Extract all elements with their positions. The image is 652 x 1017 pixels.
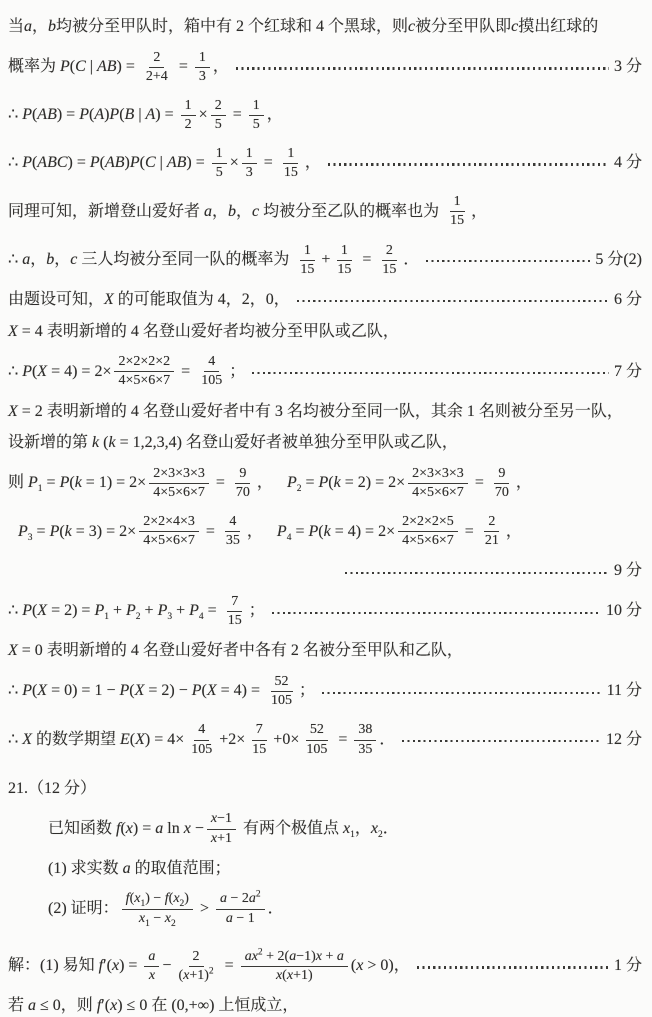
- fraction-numerator: 4: [225, 514, 240, 532]
- math-run: (0,+∞): [171, 996, 215, 1014]
- math-run: +2×: [219, 730, 246, 748]
- text-run: 由题设可知，: [8, 290, 105, 308]
- text-run: 则: [8, 474, 29, 492]
- fraction-numerator: 1: [242, 146, 257, 164]
- q21-part2-content: [48, 889, 284, 929]
- fraction: [354, 722, 376, 757]
- fraction: [149, 466, 209, 501]
- fraction: [174, 949, 217, 984]
- math-run: a: [122, 859, 131, 877]
- fraction: [114, 354, 174, 389]
- math-run: =: [177, 362, 195, 380]
- fraction-denominator: 35: [225, 533, 240, 549]
- fraction-denominator: 3: [198, 68, 206, 84]
- math-run: =: [334, 730, 352, 748]
- text-run: ，: [32, 18, 49, 35]
- fraction-numerator: 7: [227, 594, 242, 612]
- fraction-numerator: $a - 2a^2$: [216, 891, 265, 909]
- math-run: $P_4 = P(k = 4) = 2\times$: [276, 522, 396, 543]
- math-run: ∴ P(ABC) = P(AB)P(C | AB) =: [8, 154, 209, 172]
- fraction-denominator: 5: [214, 117, 222, 133]
- x2-meaning-content: [8, 403, 623, 420]
- fraction: [224, 594, 246, 629]
- solution-text-body: [8, 17, 642, 1017]
- prob-ab-content: [8, 97, 283, 133]
- fraction-denominator: 15: [252, 741, 267, 757]
- q21-part1: [8, 859, 642, 880]
- fraction: [481, 514, 503, 549]
- text-run: 当: [8, 18, 25, 35]
- fraction: [187, 722, 216, 757]
- fraction-denominator: 5: [252, 117, 260, 133]
- fraction-denominator: $(x+1)^2$: [178, 966, 214, 983]
- math-run: b: [46, 250, 55, 268]
- fraction-numerator: 2: [382, 243, 397, 261]
- fraction: [144, 949, 159, 984]
- math-run: ×: [229, 154, 239, 172]
- math-run: ∴ P(X = 0) = 1 − P(X = 2) − P(X = 4) =: [8, 682, 265, 700]
- fraction-denominator: 21: [484, 533, 499, 549]
- fraction: [139, 514, 199, 549]
- fraction-numerator: 9: [235, 466, 250, 484]
- math-run: =: [228, 106, 246, 124]
- fraction-numerator: x−1: [207, 811, 236, 829]
- fraction-numerator: 2×2×4×3: [139, 514, 199, 532]
- fraction-numerator: 2×3×3×3: [149, 466, 209, 484]
- fraction-numerator: 7: [252, 722, 267, 740]
- text-run: ，: [54, 250, 71, 268]
- text-run: ；: [229, 362, 246, 380]
- fraction: [242, 146, 257, 181]
- text-run: 均被分至甲队时，箱中有 2 个红球和 4 个黑球，则: [56, 18, 409, 35]
- fraction: [212, 146, 227, 181]
- math-run: X = 2: [8, 402, 43, 420]
- dotted-leader: [328, 163, 609, 166]
- fraction-numerator: 2: [484, 514, 499, 532]
- fraction: [211, 98, 226, 133]
- fraction-denominator: a − 1: [225, 910, 255, 926]
- text-run: ，: [304, 154, 321, 172]
- fraction-numerator: 2: [149, 50, 164, 68]
- text-run: 21.（12 分）: [8, 779, 97, 797]
- math-run: X = 4: [8, 322, 43, 340]
- score-label: 1 分: [613, 956, 642, 974]
- fraction-denominator: x: [148, 967, 156, 983]
- text-run: ；: [299, 682, 316, 700]
- score-label: 3 分: [613, 57, 642, 75]
- q21-part1-content: [48, 860, 231, 877]
- fraction: [280, 146, 302, 181]
- sol21-a-nonpositive: [8, 996, 642, 1017]
- fraction: [302, 722, 331, 757]
- text-run: 的数学期望: [31, 730, 120, 748]
- k-setup: [8, 433, 642, 454]
- fraction: [248, 722, 270, 757]
- x0-meaning: [8, 641, 642, 662]
- math-run: =: [174, 57, 192, 75]
- fraction-numerator: 1: [450, 194, 465, 212]
- fraction-denominator: 105: [306, 741, 328, 757]
- fraction-numerator: 1: [212, 146, 227, 164]
- text-run: ，: [471, 202, 488, 220]
- text-run: 的取值范围；: [130, 859, 231, 877]
- fraction: [195, 50, 210, 85]
- math-run: c: [408, 18, 416, 35]
- score-label: 7 分: [613, 362, 642, 380]
- fraction: [216, 891, 265, 926]
- math-run: $x_2$: [370, 819, 383, 840]
- fraction-numerator: $ax^2 + 2(a-1)x + a$: [241, 949, 348, 967]
- fraction: [197, 354, 226, 389]
- fraction: [122, 891, 193, 929]
- fraction: [333, 243, 355, 278]
- fraction-numerator: 4: [194, 722, 209, 740]
- text-run: ，: [246, 522, 263, 540]
- math-run: f′(x) =: [98, 956, 142, 974]
- text-run: ，: [30, 250, 47, 268]
- text-run: ，: [515, 474, 532, 492]
- fraction-numerator: 2: [189, 949, 204, 967]
- x0-meaning-content: [8, 642, 463, 659]
- dotted-leader: [236, 67, 609, 70]
- q21-header: [8, 779, 642, 800]
- dotted-leader: [345, 572, 609, 575]
- math-run: b: [48, 18, 57, 35]
- fraction-denominator: 4×5×6×7: [412, 485, 464, 501]
- score-label: 6 分: [613, 290, 642, 308]
- fraction-denominator: 70: [235, 485, 250, 501]
- math-run: $P_1 = P(k = 1) = 2\times$: [28, 474, 147, 495]
- text-run: 表明新增的 4 名登山爱好者中各有 2 名被分至甲队和乙队，: [42, 642, 463, 660]
- math-run: a ≤ 0: [28, 996, 61, 1014]
- math-run: c: [70, 250, 78, 268]
- score-label: 11 分: [606, 682, 642, 700]
- sol21-a-nonpositive-content: [8, 997, 298, 1014]
- score-label: 12 分: [605, 730, 642, 748]
- math-run: $P_2 = P(k = 2) = 2\times$: [286, 474, 406, 495]
- text-run: 三人均被分至同一队的概率为: [77, 250, 294, 268]
- math-run: ∴ $P(X = 2) = P_1 + P_2 + P_3 + P_4$ =: [8, 602, 221, 623]
- fraction-denominator: 4×5×6×7: [143, 533, 195, 549]
- text-run: ，则: [60, 996, 97, 1014]
- math-run: ×: [198, 106, 208, 124]
- score-label: 5 分(2): [595, 250, 642, 268]
- fraction-denominator: 15: [382, 261, 397, 277]
- same-team-prob-content: [8, 242, 419, 279]
- fraction-numerator: 1: [300, 243, 315, 261]
- math-run: c: [511, 18, 519, 35]
- math-run: b: [228, 202, 237, 220]
- fraction: [491, 466, 513, 501]
- fraction-numerator: 2×3×3×3: [408, 466, 468, 484]
- fraction-numerator: 52: [306, 722, 328, 740]
- math-run: $x_1$: [343, 819, 355, 840]
- prob-c-given-ab-content: [8, 49, 229, 86]
- text-run: 解：(1) 易知: [8, 956, 99, 974]
- expectation-line-content: [8, 721, 395, 758]
- math-run: E(X) = 4×: [119, 730, 185, 748]
- text-run: ．: [379, 730, 396, 748]
- fraction: [232, 466, 254, 501]
- text-run: 上恒成立，: [214, 996, 299, 1014]
- p1-p2-line: [8, 465, 642, 502]
- p3-p4-line: [8, 513, 642, 550]
- prob-c-given-ab: [8, 49, 642, 86]
- text-run: 已知函数: [48, 819, 117, 837]
- fraction: [207, 811, 236, 846]
- math-run: k (k = 1,2,3,4): [92, 434, 182, 452]
- prob-abc-content: [8, 145, 321, 182]
- text-run: ，: [393, 956, 410, 974]
- fraction-denominator: 105: [191, 741, 213, 757]
- fraction-denominator: 35: [358, 741, 373, 757]
- text-run: ．: [267, 899, 284, 917]
- q21-part2: [8, 890, 642, 927]
- fraction-denominator: 4×5×6×7: [118, 373, 171, 389]
- fraction: [408, 466, 468, 501]
- text-run: ；: [248, 602, 265, 620]
- math-run: a: [24, 18, 33, 35]
- math-run: ∴ X: [8, 730, 32, 748]
- fraction: [378, 243, 400, 278]
- math-run: =: [259, 154, 277, 172]
- text-run: 同理可知，新增登山爱好者: [8, 202, 205, 220]
- text-run: 被分至甲队即: [415, 18, 512, 35]
- math-run: =: [220, 956, 238, 974]
- dotted-leader: [426, 260, 590, 263]
- math-run: >: [195, 899, 213, 917]
- math-run: =: [460, 522, 478, 540]
- fraction: [222, 514, 244, 549]
- text-run: 在: [147, 996, 172, 1014]
- math-run: $P_3 = P(k = 3) = 2\times$: [18, 522, 137, 543]
- text-run: (2) 证明：: [48, 899, 119, 917]
- text-run: 设新增的第: [8, 434, 93, 452]
- fraction-denominator: 5: [215, 165, 223, 181]
- text-run: 概率为: [8, 57, 61, 75]
- fraction: [398, 514, 458, 549]
- math-run: ∴ P(X = 4) = 2×: [8, 362, 112, 380]
- fraction: [249, 98, 264, 133]
- text-run: 表明新增的 4 名登山爱好者均被分至甲队或乙队，: [42, 322, 399, 340]
- text-run: ，: [212, 202, 229, 220]
- k-setup-content: [8, 434, 458, 451]
- fraction: [241, 946, 348, 984]
- fraction-denominator: 4×5×6×7: [402, 533, 454, 549]
- fraction-denominator: $x_1 - x_2$: [138, 910, 176, 929]
- fraction: [142, 50, 172, 85]
- fraction-denominator: 105: [271, 693, 293, 709]
- prob-abc: [8, 145, 642, 182]
- fraction-numerator: 1: [337, 243, 352, 261]
- text-run: ，: [236, 202, 253, 220]
- math-run: +0×: [273, 730, 300, 748]
- math-run: X: [104, 290, 114, 308]
- text-run: ，: [505, 522, 522, 540]
- same-for-team-b: [8, 193, 642, 230]
- text-run: ，: [256, 474, 273, 492]
- score-9-line: [8, 561, 642, 582]
- score-label: 9 分: [613, 562, 642, 580]
- text-run: 表明新增的 4 名登山爱好者中有 3 名均被分至同一队，其余 1 名则被分至另一队，: [42, 402, 623, 420]
- expectation-line: [8, 721, 642, 758]
- score-label: 4 分: [613, 154, 642, 172]
- prob-x2-content: [8, 593, 265, 630]
- fraction-numerator: 9: [494, 466, 509, 484]
- math-run: (x > 0): [350, 956, 394, 974]
- dotted-leader: [272, 612, 601, 615]
- fraction-numerator: 1: [195, 50, 210, 68]
- fraction-denominator: 4×5×6×7: [153, 485, 205, 501]
- prob-ab: [8, 97, 642, 134]
- math-run: =: [470, 474, 488, 492]
- fraction-denominator: 2: [184, 117, 192, 133]
- fraction-numerator: 4: [204, 354, 219, 372]
- same-team-prob: [8, 242, 642, 279]
- fraction: [267, 674, 296, 709]
- math-run: f′(x) ≤ 0: [96, 996, 148, 1014]
- text-run: ，: [354, 819, 371, 837]
- math-run: −: [162, 956, 172, 974]
- q20-context-line-content: [8, 18, 598, 35]
- q21-given-content: [48, 811, 399, 846]
- x2-meaning: [8, 402, 642, 423]
- math-run: c: [252, 202, 260, 220]
- prob-x4-content: [8, 353, 245, 390]
- fraction-denominator: 2+4: [145, 68, 168, 84]
- math-run: =: [201, 522, 219, 540]
- text-run: (1) 求实数: [48, 859, 123, 877]
- math-run: P(C | AB) =: [60, 57, 139, 75]
- text-run: ，: [212, 57, 229, 75]
- fraction: [446, 194, 468, 229]
- dotted-leader: [417, 966, 609, 969]
- math-run: ∴ P(AB) = P(A)P(B | A) =: [8, 106, 178, 124]
- text-run: ，: [266, 106, 283, 124]
- fraction-denominator: 15: [283, 165, 298, 181]
- fraction: [296, 243, 318, 278]
- fraction-denominator: 15: [337, 261, 352, 277]
- fraction-denominator: 15: [227, 613, 242, 629]
- math-run: =: [358, 250, 376, 268]
- score-label: 10 分: [605, 602, 642, 620]
- fraction-denominator: 15: [300, 261, 315, 277]
- prob-x2: [8, 593, 642, 630]
- math-run: +: [321, 250, 331, 268]
- same-for-team-b-content: [8, 194, 488, 229]
- text-run: ．: [403, 250, 420, 268]
- text-run: 摸出红球的: [518, 18, 599, 35]
- text-run: 的可能取值为 4，2，0，: [113, 290, 290, 308]
- math-run: =: [211, 474, 229, 492]
- dotted-leader: [252, 372, 609, 375]
- q20-context-line: [8, 17, 642, 38]
- math-run: ∴ a: [8, 250, 31, 268]
- math-run: f(x) = a ln x −: [116, 819, 204, 837]
- sol21-derivative: [8, 948, 642, 985]
- x4-meaning-content: [8, 323, 399, 340]
- fraction-denominator: x+1: [210, 830, 232, 846]
- text-run: 有两个极值点: [238, 819, 343, 837]
- q21-header-content: [8, 780, 96, 797]
- text-run: ．: [382, 819, 399, 837]
- prob-x0-content: [8, 673, 315, 710]
- fraction-numerator: 2: [211, 98, 226, 116]
- dotted-leader: [297, 300, 609, 303]
- fraction-numerator: 1: [283, 146, 298, 164]
- text-run: 均被分至乙队的概率也为: [259, 202, 444, 220]
- fraction-numerator: 2×2×2×2: [114, 354, 174, 372]
- x-possible-values-content: [8, 290, 290, 311]
- dotted-leader: [322, 692, 602, 695]
- fraction-numerator: 52: [271, 674, 293, 692]
- fraction-numerator: 38: [354, 722, 376, 740]
- prob-x0: [8, 673, 642, 710]
- fraction-denominator: 15: [450, 213, 465, 229]
- x-possible-values: [8, 290, 642, 311]
- fraction-numerator: $f(x_1) - f(x_2)$: [122, 891, 193, 909]
- x4-meaning: [8, 322, 642, 343]
- fraction-numerator: 1: [249, 98, 264, 116]
- prob-x4: [8, 353, 642, 390]
- fraction: [181, 98, 196, 133]
- math-run: a: [204, 202, 213, 220]
- text-run: 名登山爱好者被单独分至甲队或乙队，: [181, 434, 458, 452]
- fraction-numerator: 2×2×2×5: [398, 514, 458, 532]
- dotted-leader: [402, 740, 601, 743]
- q21-given: [8, 810, 642, 847]
- fraction-denominator: 70: [494, 485, 509, 501]
- fraction-denominator: 105: [201, 373, 223, 389]
- sol21-derivative-content: [8, 948, 410, 985]
- fraction-numerator: a: [144, 949, 159, 967]
- text-run: 若: [8, 996, 29, 1014]
- fraction-numerator: 1: [181, 98, 196, 116]
- fraction-denominator: 3: [245, 165, 253, 181]
- math-run: X = 0: [8, 642, 43, 660]
- fraction-denominator: x(x+1): [275, 967, 313, 983]
